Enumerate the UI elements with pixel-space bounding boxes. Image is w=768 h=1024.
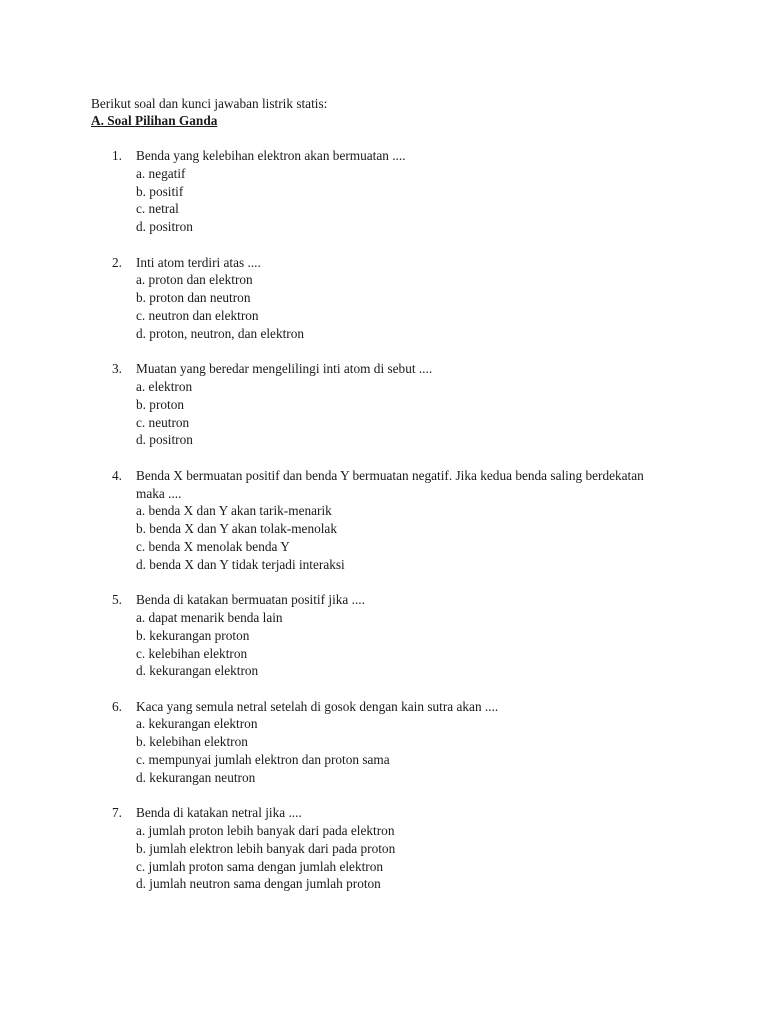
question-number: 4. [112,467,122,483]
option-c: c. neutron [136,414,190,430]
question-4 [0,467,768,574]
section-heading: A. Soal Pilihan Ganda [91,113,218,128]
option-d: d. positron [136,432,193,448]
option-c: c. jumlah proton sama dengan jumlah elektron [136,858,384,874]
question-list [0,147,768,911]
option-a: a. kekurangan elektron [136,716,258,732]
question-number: 2. [112,254,122,270]
question-1 [0,147,768,236]
option-d: d. benda X dan Y tidak terjadi interaksi [136,556,345,572]
option-a: a. proton dan elektron [136,272,253,288]
option-c: c. benda X menolak benda Y [136,538,290,554]
question-text: Benda X bermuatan positif dan benda Y bermuatan negatif. Jika kedua benda saling berdekatan maka .... [136,467,644,501]
option-d: d. kekurangan elektron [136,663,259,679]
option-a: a. dapat menarik benda lain [136,609,283,625]
option-b: b. kelebihan elektron [136,734,248,750]
option-a: a. jumlah proton lebih banyak dari pada elektron [136,823,395,839]
question-number: 7. [112,805,122,821]
question-text: Inti atom terdiri atas .... [136,254,261,270]
question-number: 1. [112,148,122,163]
question-2 [0,254,768,343]
option-d: d. positron [136,219,193,235]
question-text: Benda di katakan netral jika .... [136,805,302,821]
question-text: Muatan yang beredar mengelilingi inti atom di sebut .... [136,361,433,377]
option-b: b. positif [136,183,184,199]
question-number: 3. [112,361,122,377]
option-b: b. jumlah elektron lebih banyak dari pada proton [136,840,396,856]
question-7 [0,804,768,893]
option-b: b. benda X dan Y akan tolak-menolak [136,521,337,537]
question-text: Benda yang kelebihan elektron akan bermuatan .... [136,148,406,163]
option-d: d. jumlah neutron sama dengan jumlah proton [136,876,381,892]
option-d: d. proton, neutron, dan elektron [136,325,305,341]
option-b: b. proton [136,396,185,412]
option-a: a. elektron [136,378,193,394]
option-c: c. mempunyai jumlah elektron dan proton sama [136,752,390,768]
question-3 [0,360,768,449]
option-c: c. netral [136,201,179,217]
option-c: c. kelebihan elektron [136,645,248,661]
option-c: c. neutron dan elektron [136,307,259,323]
question-text: Benda di katakan bermuatan positif jika .... [136,592,365,608]
option-a: a. negatif [136,165,186,181]
intro-text: Berikut soal dan kunci jawaban listrik statis: [91,96,328,111]
question-6 [0,698,768,787]
question-number: 5. [112,592,122,608]
option-b: b. proton dan neutron [136,290,251,306]
option-d: d. kekurangan neutron [136,769,256,785]
option-b: b. kekurangan proton [136,627,250,643]
option-a: a. benda X dan Y akan tarik-menarik [136,503,332,519]
question-5 [0,591,768,680]
question-number: 6. [112,698,122,714]
question-text: Kaca yang semula netral setelah di gosok dengan kain sutra akan .... [136,698,499,714]
